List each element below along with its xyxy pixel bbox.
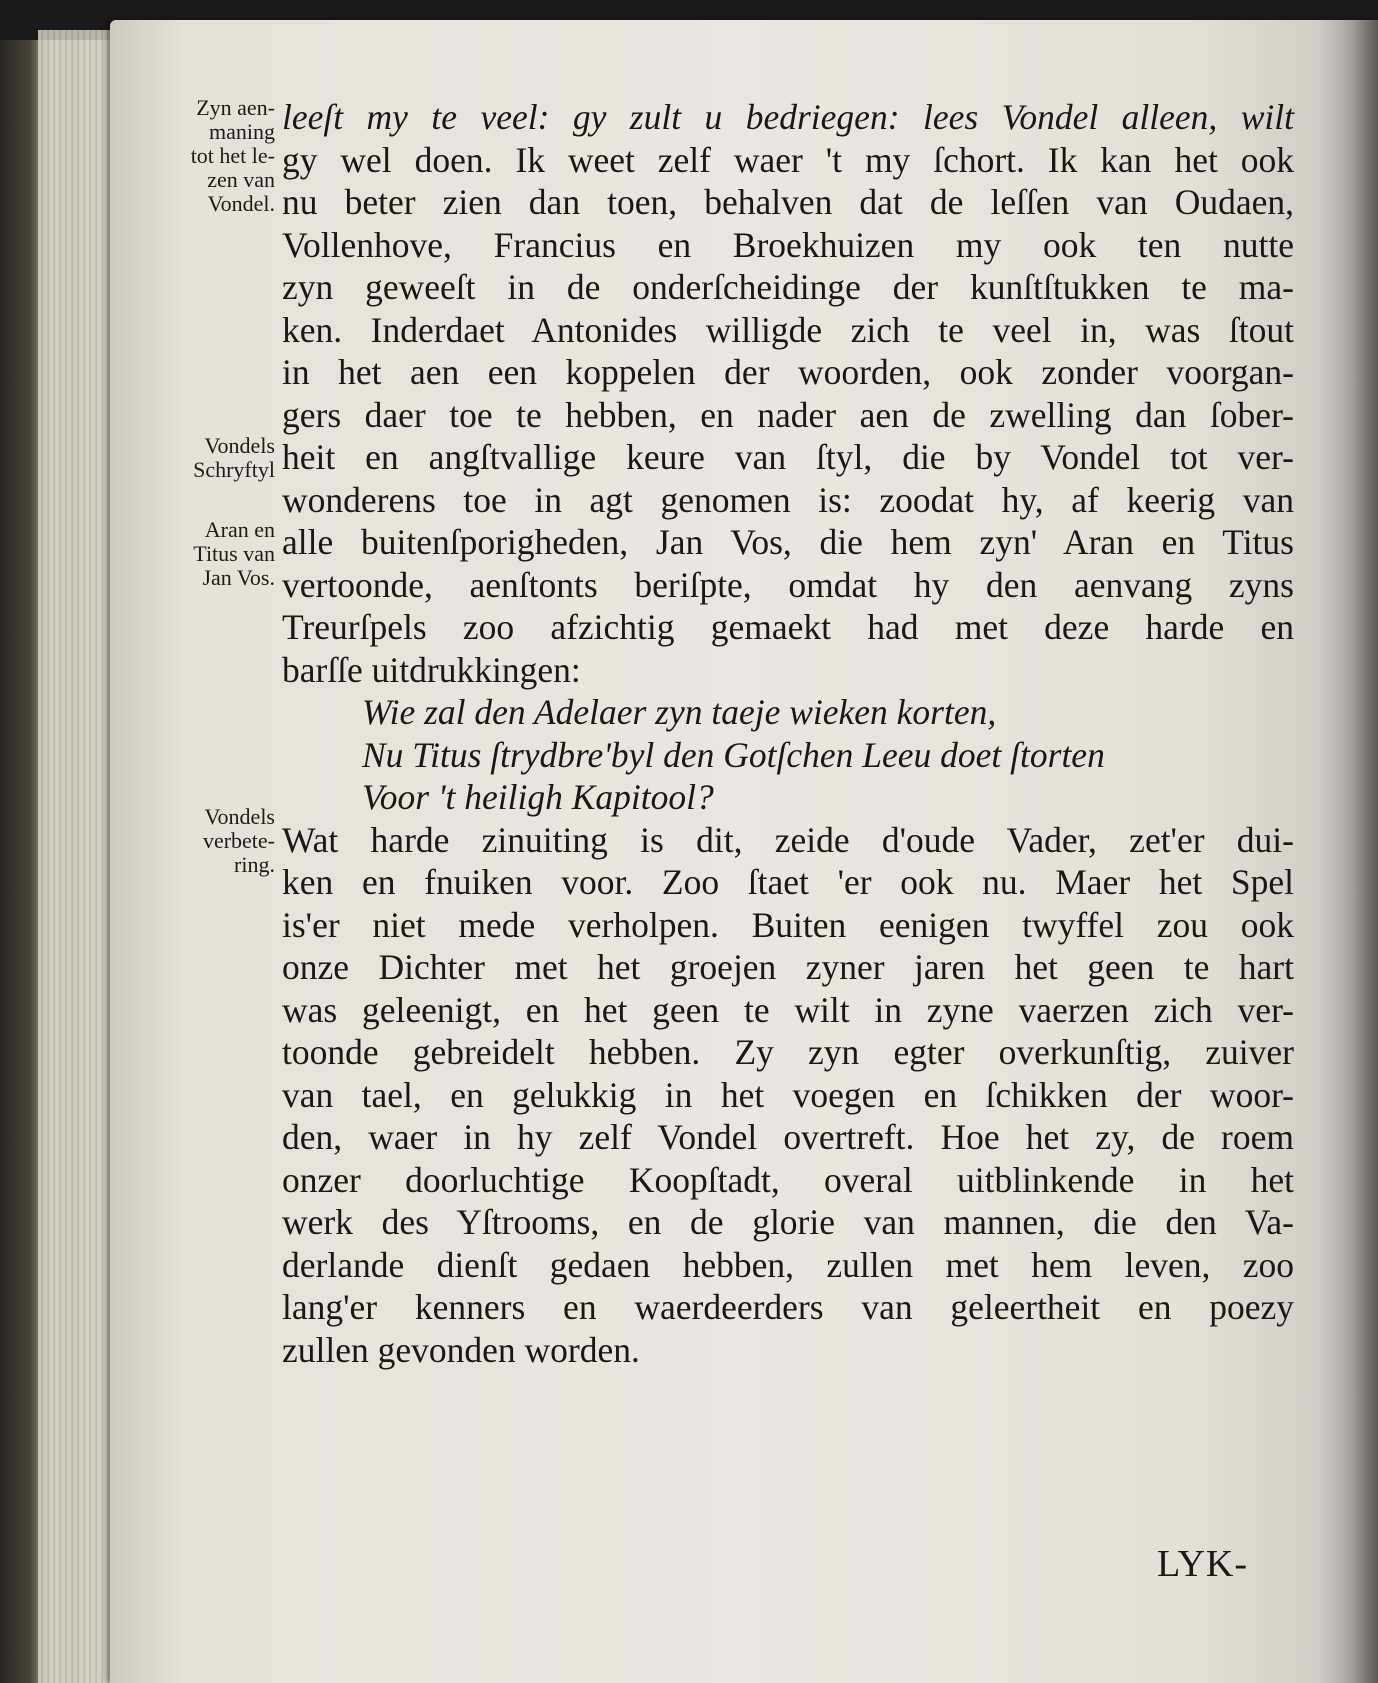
text-line: alle buitenſporigheden, Jan Vos, die hem zyn' Aran en Titus <box>282 522 1294 562</box>
margin-note-line: ring. <box>234 852 275 877</box>
text-line: gers daer toe te hebben, en nader aen de zwelling dan ſober- <box>282 394 1294 435</box>
text-line: Vollenhove, Francius en Broekhuizen my ook ten nutte <box>282 224 1294 265</box>
margin-note-line: Vondels <box>204 433 275 458</box>
text-line: onze Dichter met het groejen zyner jaren het geen te hart <box>282 947 1294 987</box>
text-line: zullen gevonden worden. <box>282 1329 640 1370</box>
page-gutter-shadow <box>1318 20 1378 1683</box>
margin-note-line: Aran en <box>204 517 275 542</box>
catchword: LYK- <box>1157 1543 1248 1585</box>
text-line: zyn geweeſt in de onderſcheidinge der kunſtſtukken te ma- <box>282 267 1294 307</box>
text-line: werk des Yſtrooms, en de glorie van mannen, die den Va- <box>282 1202 1294 1242</box>
text-line: Wat harde zinuiting is dit, zeide d'oude Vader, zet'er dui- <box>282 819 1294 860</box>
verse-line: Voor 't heiligh Kapitool? <box>362 777 714 817</box>
margin-note-line: Schryftyl <box>193 457 275 482</box>
text-line: derlande dienſt gedaen hebben, zullen met hem leven, zoo <box>282 1244 1294 1285</box>
text-line: toonde gebreidelt hebben. Zy zyn egter overkunſtig, zuiver <box>282 1032 1294 1072</box>
verse-line: Nu Titus ſtrydbre'byl den Gotſchen Leeu doet ſtorten <box>362 734 1105 775</box>
text-line: in het aen een koppelen der woorden, ook zonder voorgan- <box>282 352 1294 392</box>
text-line: wonderens toe in agt genomen is: zoodat hy, af keerig van <box>282 479 1294 520</box>
text-line: onzer doorluchtige Koopſtadt, overal uitblinkende in het <box>282 1159 1294 1200</box>
text-line: barſſe uitdrukkingen: <box>282 649 581 690</box>
margin-note-line: Titus van <box>193 541 275 566</box>
margin-note-line: tot het le- <box>190 143 275 168</box>
margin-note-2 <box>150 434 275 482</box>
text-line: den, waer in hy zelf Vondel overtreft. Hoe het zy, de roem <box>282 1117 1294 1157</box>
text-line: ken en fnuiken voor. Zoo ſtaet 'er ook nu. Maer het Spel <box>282 862 1294 902</box>
margin-note-line: maning <box>209 119 275 144</box>
text-line: gy wel doen. Ik weet zelf waer 't my ſchort. Ik kan het ook <box>282 139 1294 180</box>
margin-note-line: Zyn aen- <box>196 95 275 120</box>
margin-note-line: Vondel. <box>207 191 275 216</box>
text-line: was geleenigt, en het geen te wilt in zyne vaerzen zich ver- <box>282 989 1294 1030</box>
body-text <box>282 96 1294 1371</box>
text-line: van tael, en gelukkig in het voegen en ſchikken der woor- <box>282 1074 1294 1115</box>
margin-note-line: zen van <box>207 167 275 192</box>
text-line: nu beter zien dan toen, behalven dat de leſſen van Oudaen, <box>282 182 1294 222</box>
page-stack <box>38 30 118 1683</box>
margin-note-line: Jan Vos. <box>202 565 275 590</box>
margin-note-1 <box>150 96 275 216</box>
text-line: ken. Inderdaet Antonides willigde zich te veel in, was ſtout <box>282 309 1294 350</box>
verse-line: Wie zal den Adelaer zyn taeje wieken korten, <box>362 692 997 732</box>
margin-note-4 <box>150 805 275 877</box>
text-line: Treurſpels zoo afzichtig gemaekt had met deze harde en <box>282 607 1294 647</box>
margin-note-3 <box>150 518 275 590</box>
text-line: lang'er kenners en waerdeerders van geleertheit en poezy <box>282 1287 1294 1327</box>
text-line: vertoonde, aenſtonts beriſpte, omdat hy den aenvang zyns <box>282 564 1294 605</box>
margin-note-line: verbete- <box>202 828 275 853</box>
text-line: heit en angſtvallige keure van ſtyl, die by Vondel tot ver- <box>282 437 1294 477</box>
margin-note-line: Vondels <box>204 804 275 829</box>
text-line: is'er niet mede verholpen. Buiten eenigen twyffel zou ook <box>282 904 1294 945</box>
text-line: leeſt my te veel: gy zult u bedriegen: lees Vondel alleen, wilt <box>282 97 1294 137</box>
